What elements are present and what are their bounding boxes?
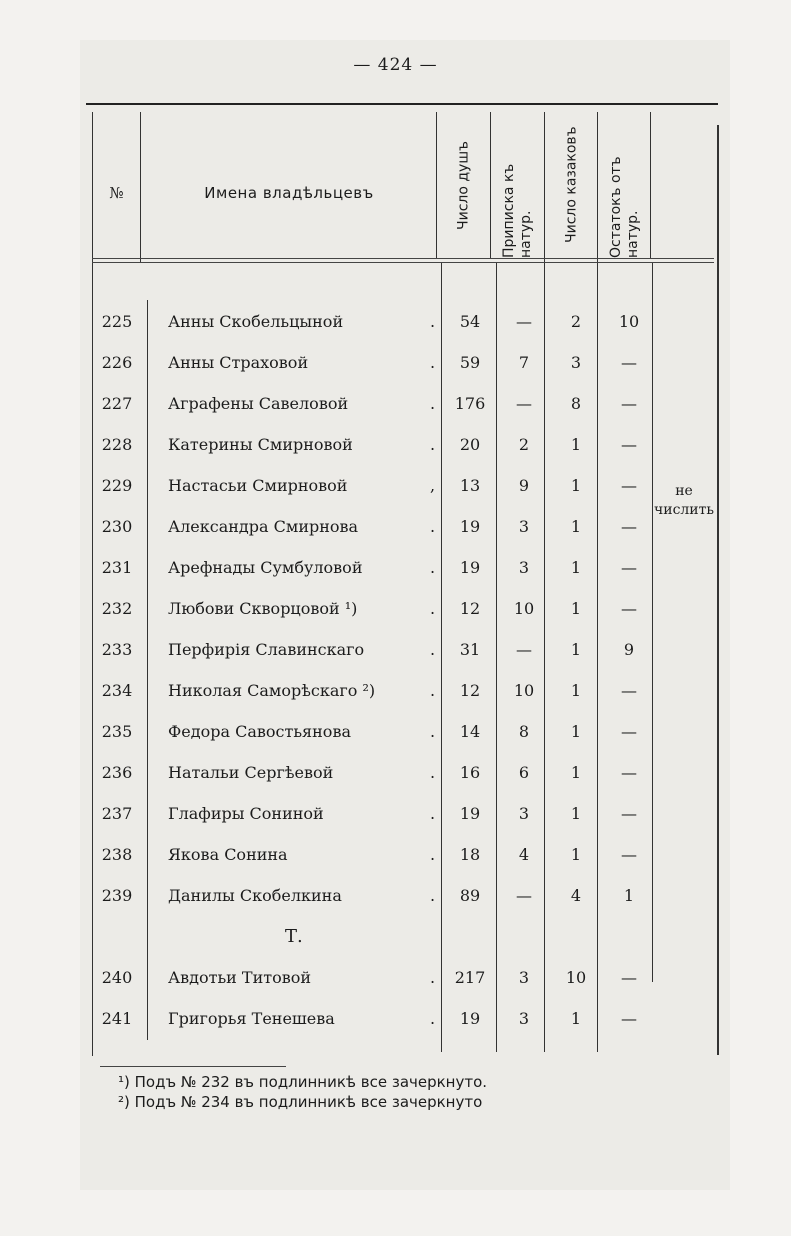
row-number: 235 <box>101 722 133 741</box>
row-number: 227 <box>101 394 133 413</box>
leader-dot: . <box>430 435 436 454</box>
table-row <box>92 513 652 541</box>
row-number: 230 <box>101 517 133 536</box>
leader-dot: . <box>430 763 436 782</box>
table-row <box>92 431 652 459</box>
column-divider <box>650 112 651 258</box>
addition-value: 3 <box>518 517 530 536</box>
header-remainder: Остатокъ отъ натур. <box>608 156 641 258</box>
leader-dot: . <box>430 886 436 905</box>
cossacks-value: 1 <box>570 476 582 495</box>
footnotes <box>118 1072 487 1112</box>
remainder-value: — <box>621 476 637 495</box>
table-top-rule <box>86 103 718 105</box>
cossacks-value: 3 <box>570 353 582 372</box>
remainder-value: — <box>621 968 637 987</box>
owner-name: Любови Скворцовой ¹) <box>168 599 358 618</box>
cossacks-value: 4 <box>570 886 582 905</box>
addition-value: 4 <box>518 845 530 864</box>
addition-value: — <box>516 312 532 331</box>
addition-value: 3 <box>518 804 530 823</box>
leader-dot: . <box>430 558 436 577</box>
leader-dot: . <box>430 722 436 741</box>
addition-value: 10 <box>513 599 535 618</box>
row-number: 228 <box>101 435 133 454</box>
addition-value: — <box>516 886 532 905</box>
cossacks-value: 1 <box>570 681 582 700</box>
remainder-value: — <box>621 763 637 782</box>
cossacks-value: 2 <box>570 312 582 331</box>
souls-value: 16 <box>459 763 481 782</box>
table-row <box>92 882 652 910</box>
cossacks-value: 1 <box>570 558 582 577</box>
addition-value: 6 <box>518 763 530 782</box>
souls-value: 217 <box>454 968 486 987</box>
table-row <box>92 677 652 705</box>
cossacks-value: 1 <box>570 599 582 618</box>
souls-value: 14 <box>459 722 481 741</box>
souls-value: 13 <box>459 476 481 495</box>
table-row <box>92 759 652 787</box>
addition-value: 7 <box>518 353 530 372</box>
remainder-value: — <box>621 558 637 577</box>
remainder-value: — <box>621 517 637 536</box>
table-row <box>92 349 652 377</box>
souls-value: 12 <box>459 681 481 700</box>
remainder-value: 9 <box>623 640 635 659</box>
row-number: 226 <box>101 353 133 372</box>
column-divider <box>597 112 598 1052</box>
table-border-right <box>717 125 719 1055</box>
column-divider <box>490 112 491 258</box>
addition-value: 10 <box>513 681 535 700</box>
cossacks-value: 1 <box>570 763 582 782</box>
addition-value: 8 <box>518 722 530 741</box>
cossacks-value: 8 <box>570 394 582 413</box>
cossacks-value: 1 <box>570 517 582 536</box>
header-rule <box>92 258 714 259</box>
remainder-value: — <box>621 394 637 413</box>
section-letter: Т. <box>285 926 303 947</box>
souls-value: 19 <box>459 558 481 577</box>
addition-value: 9 <box>518 476 530 495</box>
leader-dot: . <box>430 845 436 864</box>
souls-value: 59 <box>459 353 481 372</box>
cossacks-value: 1 <box>570 804 582 823</box>
header-owner-names: Имена владѣльцевъ <box>204 184 374 202</box>
souls-value: 54 <box>459 312 481 331</box>
leader-dot: . <box>430 1009 436 1028</box>
footnote-1: ¹) Подъ № 232 въ подлинникѣ все зачеркнуто. <box>118 1073 488 1091</box>
remainder-value: — <box>621 435 637 454</box>
addition-value: — <box>516 394 532 413</box>
table-row <box>92 308 652 336</box>
column-divider <box>544 112 545 1052</box>
remainder-value: — <box>621 681 637 700</box>
remainder-value: 1 <box>623 886 635 905</box>
remainder-value: — <box>621 1009 637 1028</box>
owner-name: Якова Сонина <box>168 845 288 864</box>
owner-name: Катерины Смирновой <box>168 435 353 454</box>
side-note: не числить <box>653 483 715 518</box>
addition-value: 2 <box>518 435 530 454</box>
table-row <box>92 841 652 869</box>
footnote-2: ²) Подъ № 234 въ подлинникѣ все зачеркнуто <box>118 1093 483 1111</box>
cossacks-value: 1 <box>570 435 582 454</box>
row-number: 238 <box>101 845 133 864</box>
header-souls-count: Число душъ <box>455 140 472 230</box>
remainder-value: — <box>621 353 637 372</box>
column-divider <box>436 112 437 258</box>
cossacks-value: 10 <box>565 968 587 987</box>
table-row <box>92 472 652 500</box>
leader-dot: . <box>430 312 436 331</box>
souls-value: 19 <box>459 1009 481 1028</box>
row-number: 234 <box>101 681 133 700</box>
table-row <box>92 718 652 746</box>
leader-dot: . <box>430 968 436 987</box>
remainder-value: — <box>621 722 637 741</box>
souls-value: 31 <box>459 640 481 659</box>
owner-name: Авдотьи Титовой <box>168 968 312 987</box>
row-number: 229 <box>101 476 133 495</box>
souls-value: 20 <box>459 435 481 454</box>
owner-name: Анны Скобельцыной <box>168 312 344 331</box>
header-rule <box>92 262 714 263</box>
cossacks-value: 1 <box>570 1009 582 1028</box>
header-number: № <box>109 184 124 202</box>
leader-dot: . <box>430 640 436 659</box>
cossacks-value: 1 <box>570 640 582 659</box>
owner-name: Аграфены Савеловой <box>168 394 349 413</box>
row-number: 225 <box>101 312 133 331</box>
remainder-value: 10 <box>618 312 640 331</box>
page-number: — 424 — <box>353 55 438 75</box>
souls-value: 89 <box>459 886 481 905</box>
remainder-value: — <box>621 845 637 864</box>
leader-dot: . <box>430 599 436 618</box>
row-number: 231 <box>101 558 133 577</box>
header-addition: Приписка къ натур. <box>501 163 534 258</box>
souls-value: 18 <box>459 845 481 864</box>
table-row <box>92 595 652 623</box>
header-cossacks-count: Число казаковъ <box>563 126 580 244</box>
souls-value: 19 <box>459 517 481 536</box>
table-border-left <box>92 112 93 1056</box>
owner-name: Данилы Скобелкина <box>168 886 342 905</box>
leader-dot: . <box>430 353 436 372</box>
leader-dot: . <box>430 517 436 536</box>
table-row <box>92 800 652 828</box>
leader-dot: . <box>430 804 436 823</box>
row-number: 236 <box>101 763 133 782</box>
addition-value: 3 <box>518 968 530 987</box>
cossacks-value: 1 <box>570 845 582 864</box>
table-row <box>92 390 652 418</box>
table-row <box>92 1005 652 1033</box>
owner-name: Александра Смирнова <box>168 517 359 536</box>
row-number: 239 <box>101 886 133 905</box>
owner-name: Перфирія Славинскаго <box>168 640 365 659</box>
owner-name: Настасьи Смирновой <box>168 476 348 495</box>
leader-dot: . <box>430 394 436 413</box>
row-number: 232 <box>101 599 133 618</box>
addition-value: 3 <box>518 1009 530 1028</box>
souls-value: 12 <box>459 599 481 618</box>
owner-name: Федора Савостьянова <box>168 722 351 741</box>
addition-value: 3 <box>518 558 530 577</box>
owner-name: Анны Страховой <box>168 353 309 372</box>
leader-dot: , <box>430 476 436 495</box>
row-number: 237 <box>101 804 133 823</box>
remainder-value: — <box>621 804 637 823</box>
souls-value: 176 <box>454 394 486 413</box>
remainder-value: — <box>621 599 637 618</box>
row-number: 240 <box>101 968 133 987</box>
column-divider <box>140 112 141 262</box>
table-row <box>92 636 652 664</box>
cossacks-value: 1 <box>570 722 582 741</box>
addition-value: — <box>516 640 532 659</box>
owner-name: Глафиры Сониной <box>168 804 324 823</box>
owner-name: Натальи Сергѣевой <box>168 763 334 782</box>
leader-dot: . <box>430 681 436 700</box>
owner-name: Арефнады Сумбуловой <box>168 558 363 577</box>
footnote-rule <box>100 1066 286 1067</box>
row-number: 233 <box>101 640 133 659</box>
row-number: 241 <box>101 1009 133 1028</box>
table-row <box>92 554 652 582</box>
souls-value: 19 <box>459 804 481 823</box>
owner-name: Николая Саморѣскаго ²) <box>168 681 376 700</box>
owner-name: Григорья Тенешева <box>168 1009 335 1028</box>
table-row <box>92 964 652 992</box>
